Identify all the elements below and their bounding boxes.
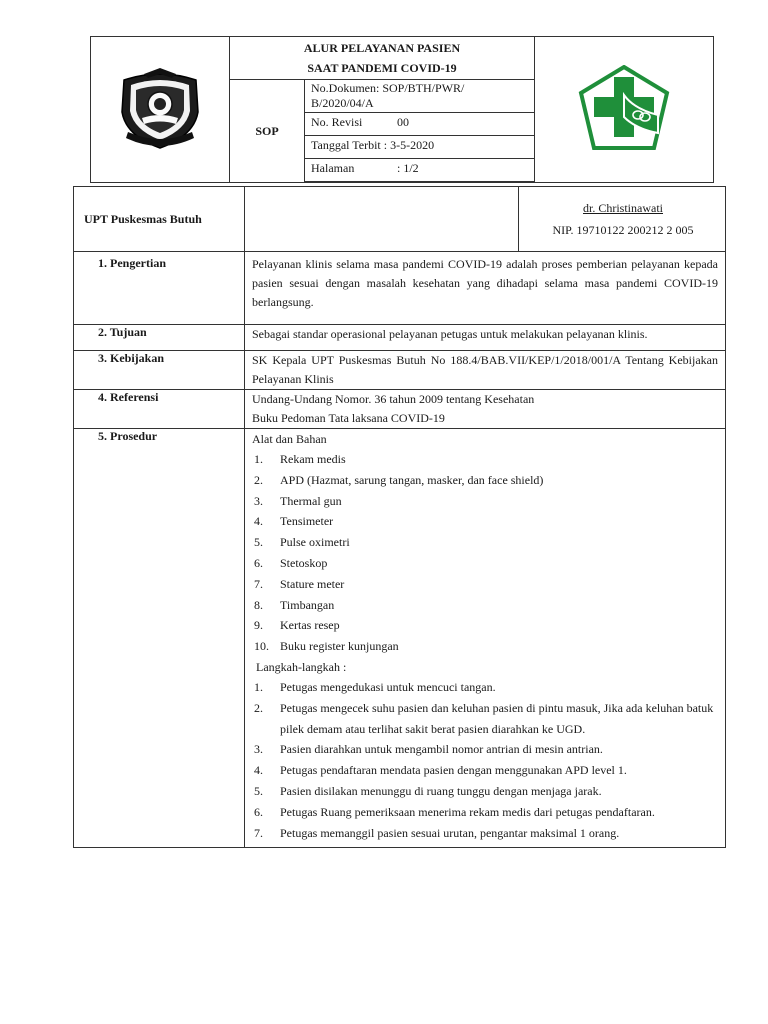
langkah-item-number: 4. — [254, 763, 263, 778]
sop-header-table — [90, 36, 714, 183]
left-logo-cell — [91, 37, 230, 183]
alat-bahan-item-number: 2. — [254, 472, 263, 487]
no-revisi-label: No. Revisi — [311, 115, 363, 129]
title-line-2: SAAT PANDEMI COVID-19 — [307, 61, 457, 75]
alat-bahan-item-text: Timbangan — [280, 597, 335, 612]
section-text-pengertian: Pelayanan klinis selama masa pandemi COVID-19 adalah proses pemberian pelayanan kepada pasien sesuai dengan masalah kesehatan yang dihadapi selama masa pandemi COVID-19 berlangsung. — [245, 252, 726, 325]
section-text-kebijakan: SK Kepala UPT Puskesmas Butuh No 188.4/BAB.VII/KEP/1/2018/001/A Tentang Kebijakan Pelayanan Klinis — [245, 351, 726, 390]
alat-bahan-item-number: 6. — [254, 555, 263, 570]
langkah-item-number: 6. — [254, 804, 263, 819]
referensi-line-1: Undang-Undang Nomor. 36 tahun 2009 tentang Kesehatan — [252, 392, 535, 406]
alat-bahan-item-number: 5. — [254, 535, 263, 550]
section-content-prosedur — [245, 429, 726, 848]
title-line-1: ALUR PELAYANAN PASIEN — [303, 41, 461, 55]
alat-bahan-item — [252, 553, 718, 574]
right-logo-cell — [535, 37, 714, 183]
langkah-item-text: Petugas pendaftaran mendata pasien dengan menggunakan APD level 1. — [280, 763, 627, 778]
alat-bahan-item-number: 8. — [254, 597, 263, 612]
langkah-item-text: Petugas memanggil pasien sesuai urutan, pengantar maksimal 1 orang. — [280, 825, 620, 840]
alat-bahan-item-number: 3. — [254, 493, 263, 508]
section-text-referensi — [245, 390, 726, 429]
langkah-item-text: Petugas mengecek suhu pasien dan keluhan pasien di pintu masuk, Jika ada keluhan batuk pilek demam atau terlihat sakit berat pasien diarahkan ke UGD. — [280, 700, 714, 736]
no-dokumen-value: : SOP/BTH/PWR/ — [376, 81, 465, 95]
alat-bahan-item — [252, 470, 718, 491]
langkah-list — [252, 677, 718, 843]
langkah-title: Langkah-langkah : — [256, 659, 347, 674]
halaman-row — [305, 159, 535, 182]
sop-label: SOP — [230, 80, 305, 183]
prosedur-label: 5. Prosedur — [98, 429, 158, 443]
langkah-item — [252, 739, 718, 760]
langkah-item — [252, 823, 718, 844]
no-dokumen-label: No.Dokumen — [311, 81, 376, 95]
langkah-item-number: 1. — [254, 679, 263, 694]
tanggal-terbit-row — [305, 136, 535, 159]
halaman-value: : 1/2 — [397, 161, 419, 175]
alat-bahan-item — [252, 615, 718, 636]
referensi-line-2: Buku Pedoman Tata laksana COVID-19 — [252, 411, 445, 425]
alat-bahan-list — [252, 449, 718, 657]
tujuan-label: 2. Tujuan — [98, 325, 147, 339]
alat-bahan-title: Alat dan Bahan — [252, 432, 327, 446]
alat-bahan-item — [252, 574, 718, 595]
alat-bahan-item — [252, 491, 718, 512]
section-label-pengertian — [74, 252, 245, 325]
puskesmas-cross-logo-icon — [578, 65, 670, 151]
tanggal-terbit-label: Tanggal Terbit — [311, 138, 381, 152]
alat-bahan-item-text: Pulse oximetri — [280, 535, 350, 550]
alat-bahan-item — [252, 532, 718, 553]
section-label-tujuan — [74, 325, 245, 351]
alat-bahan-item — [252, 511, 718, 532]
langkah-item — [252, 698, 718, 740]
alat-bahan-item-text: Tensimeter — [280, 514, 334, 529]
section-text-tujuan: Sebagai standar operasional pelayanan petugas untuk melakukan pelayanan klinis. — [245, 325, 726, 351]
section-label-prosedur — [74, 429, 245, 848]
header-spacer — [305, 182, 535, 183]
langkah-item-number: 5. — [254, 783, 263, 798]
referensi-label: 4. Referensi — [98, 390, 159, 404]
alat-bahan-item-text: Kertas resep — [280, 618, 340, 633]
alat-bahan-item-number: 7. — [254, 576, 263, 591]
regional-emblem-icon — [114, 66, 206, 150]
langkah-item — [252, 802, 718, 823]
sop-body-table — [73, 186, 726, 848]
section-label-kebijakan — [74, 351, 245, 390]
document-title — [230, 37, 535, 80]
halaman-label: Halaman — [311, 161, 355, 175]
no-revisi-value: 00 — [397, 115, 409, 129]
alat-bahan-item-text: Thermal gun — [280, 493, 342, 508]
langkah-item-text: Petugas Ruang pemeriksaan menerima rekam medis dari petugas pendaftaran. — [280, 804, 655, 819]
no-dokumen-value-2: B/2020/04/A — [311, 96, 374, 110]
alat-bahan-item-number: 10. — [254, 639, 269, 654]
langkah-item — [252, 677, 718, 698]
alat-bahan-item-text: Buku register kunjungan — [280, 639, 399, 654]
pengertian-label: 1. Pengertian — [98, 256, 166, 270]
signer-nip: NIP. 19710122 200212 2 005 — [552, 223, 694, 237]
kebijakan-label: 3. Kebijakan — [98, 351, 165, 365]
alat-bahan-item-text: Stature meter — [280, 576, 345, 591]
alat-bahan-item — [252, 636, 718, 657]
signature-block — [519, 187, 726, 252]
alat-bahan-item-number: 4. — [254, 514, 263, 529]
alat-bahan-item — [252, 595, 718, 616]
alat-bahan-item-text: Rekam medis — [280, 452, 346, 466]
alat-bahan-item-text: APD (Hazmat, sarung tangan, masker, dan face shield) — [280, 472, 544, 487]
langkah-item-text: Pasien disilakan menunggu di ruang tunggu dengan menjaga jarak. — [280, 783, 602, 798]
langkah-item-number: 7. — [254, 825, 263, 840]
langkah-item-text: Pasien diarahkan untuk mengambil nomor antrian di mesin antrian. — [280, 742, 603, 757]
no-dokumen-row — [305, 80, 535, 113]
langkah-item-number: 2. — [254, 700, 263, 715]
langkah-item — [252, 760, 718, 781]
no-revisi-row — [305, 113, 535, 136]
signer-name: dr. Christinawati — [583, 201, 663, 215]
langkah-item-text: Petugas mengedukasi untuk mencuci tangan. — [280, 679, 496, 694]
alat-bahan-item-text: Stetoskop — [280, 555, 328, 570]
alat-bahan-item — [252, 449, 718, 470]
section-label-referensi — [74, 390, 245, 429]
langkah-item — [252, 781, 718, 802]
org-name: UPT Puskesmas Butuh — [74, 187, 245, 252]
alat-bahan-item-number: 9. — [254, 618, 263, 633]
langkah-item-number: 3. — [254, 742, 263, 757]
tanggal-terbit-value: : 3-5-2020 — [383, 138, 435, 152]
alat-bahan-item-number: 1. — [254, 452, 263, 466]
org-blank-cell — [245, 187, 519, 252]
